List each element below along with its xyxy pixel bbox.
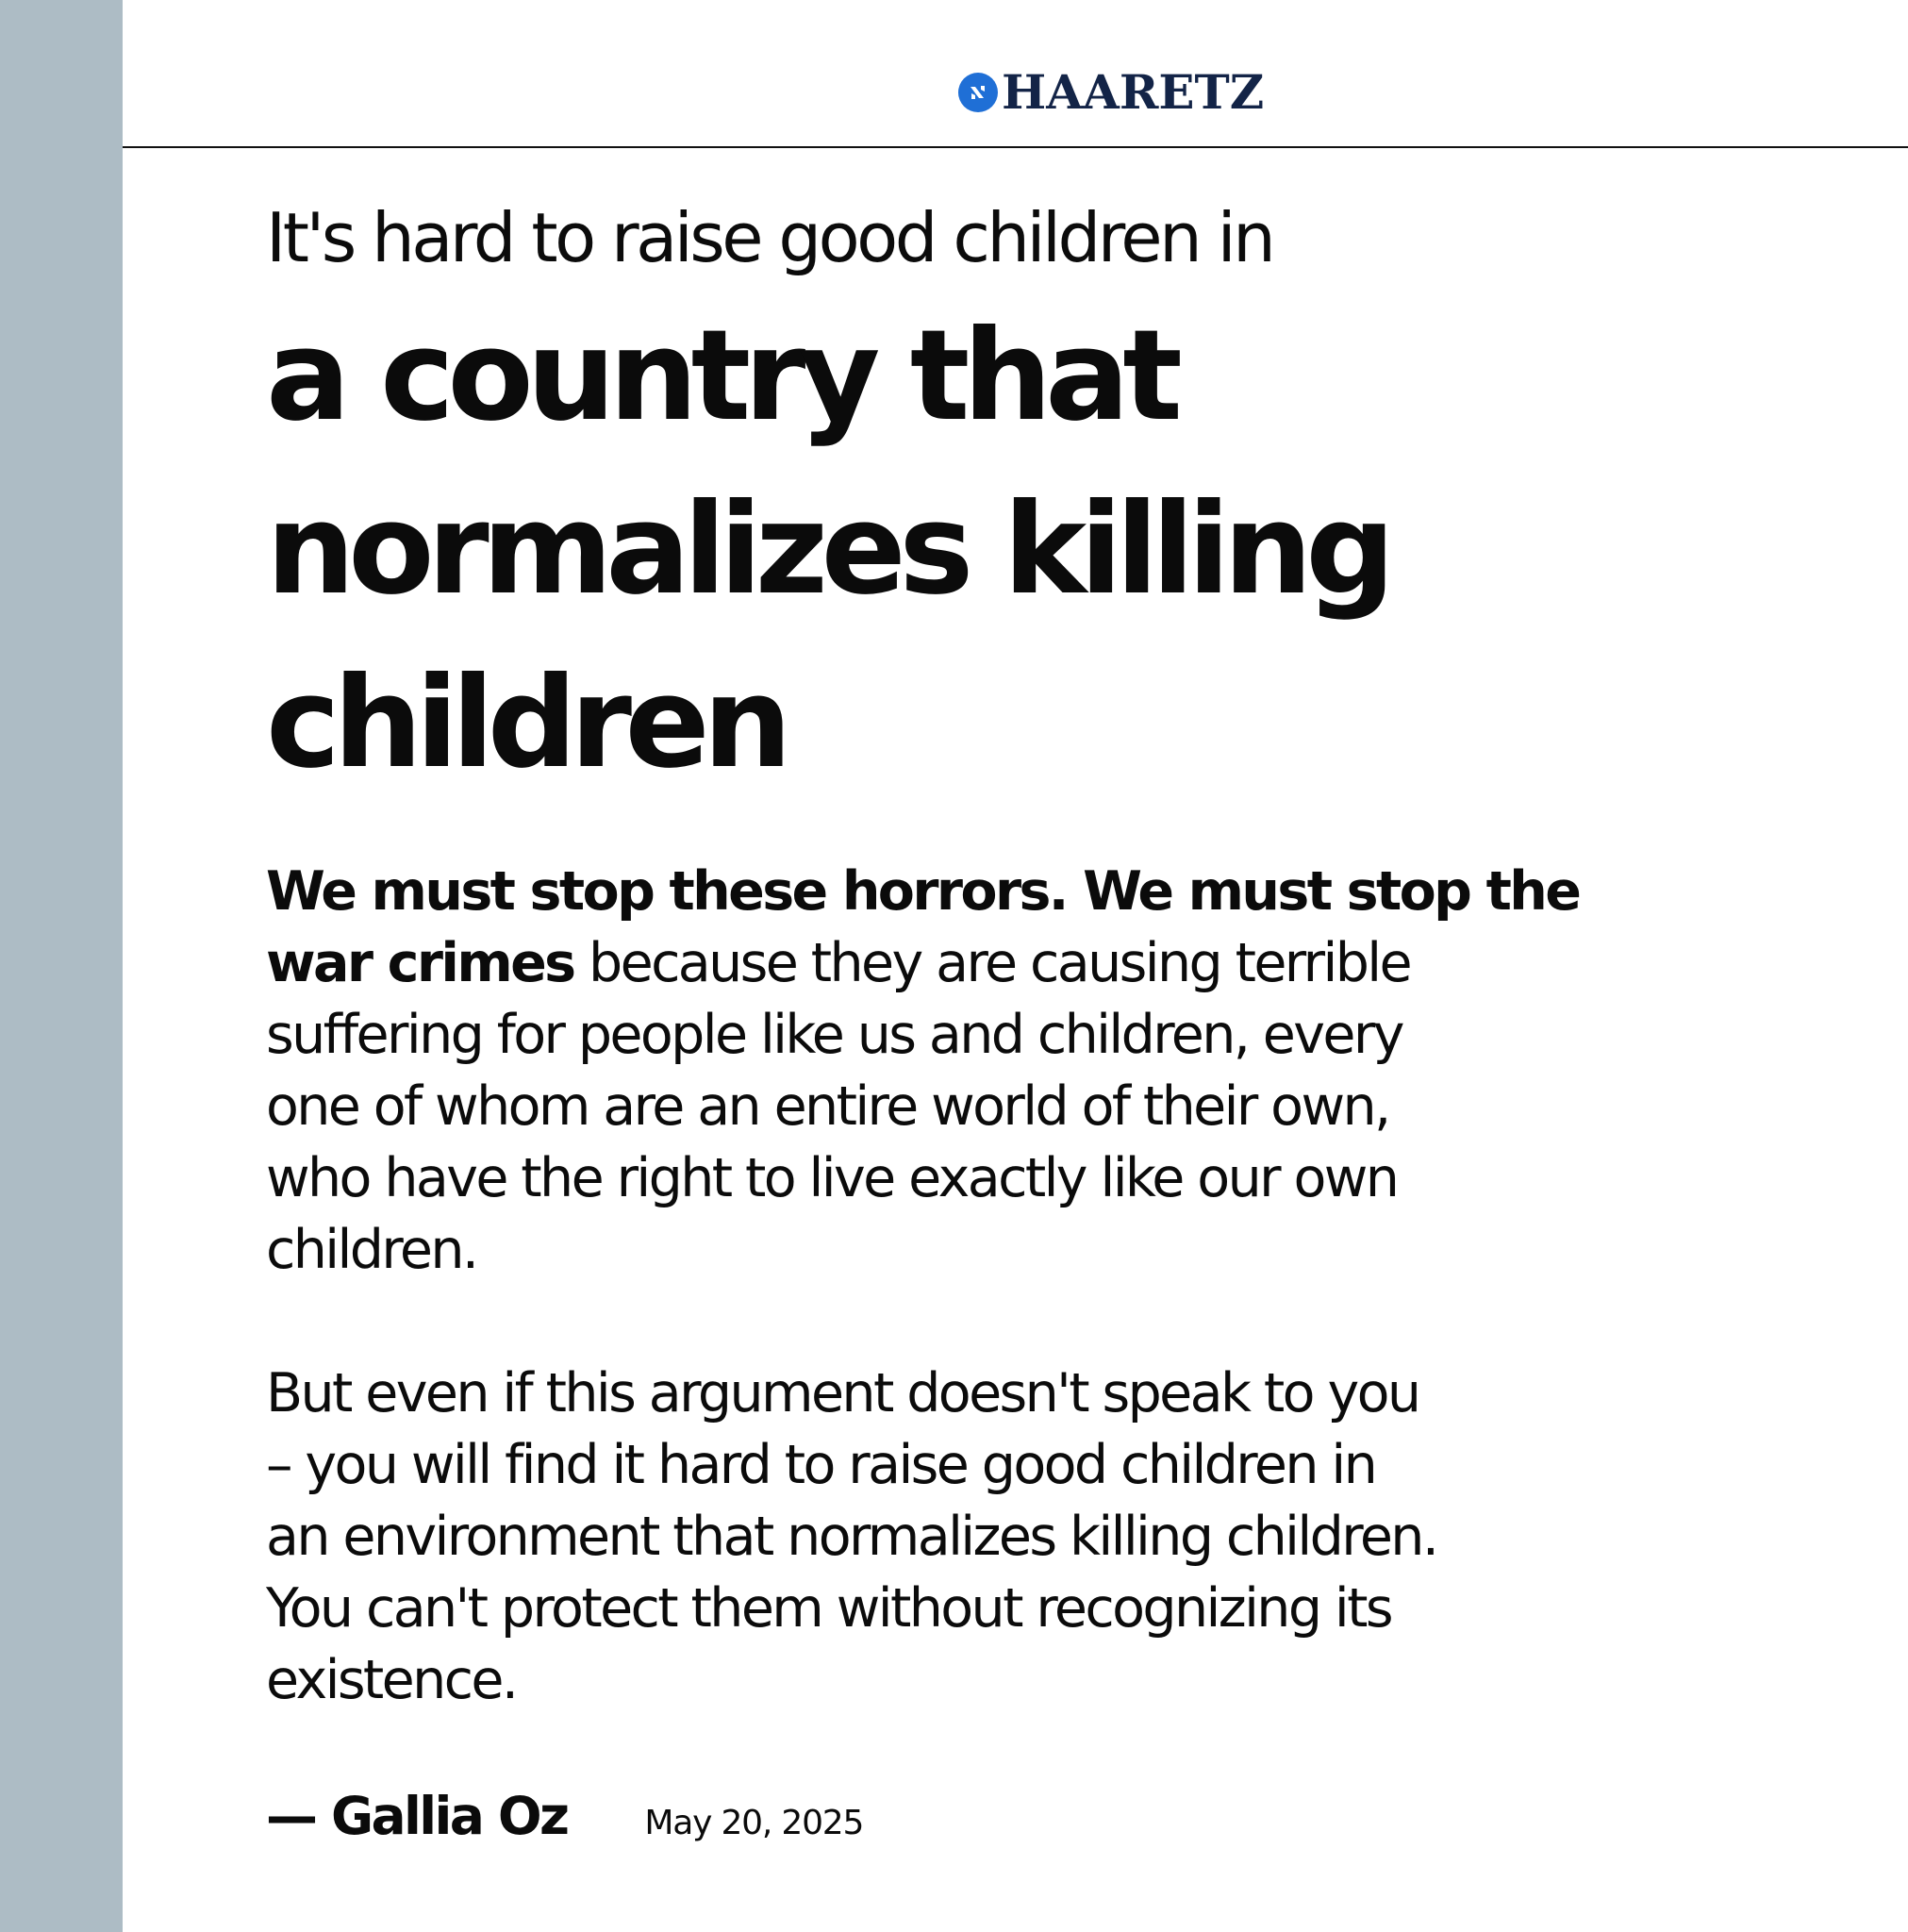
paragraph [266, 1357, 1850, 1716]
body-text: one of whom are an entire world of their own, [266, 1075, 1389, 1138]
body-text: children. [266, 1219, 477, 1281]
haaretz-logo-icon [958, 73, 998, 112]
article-kicker: It's hard to raise good children in [266, 198, 1273, 277]
article-body [266, 856, 1850, 1716]
article [266, 193, 1850, 1846]
body-text: You can't protect them without recognizing its [266, 1577, 1392, 1640]
body-text: – you will find it hard to raise good children in [266, 1434, 1376, 1496]
publish-date: May 20, 2025 [644, 1804, 864, 1842]
side-bar [0, 0, 123, 1932]
logo-text: HAARETZ [1002, 64, 1265, 120]
body-text: existence. [266, 1649, 517, 1711]
body-text: who have the right to live exactly like our own [266, 1147, 1398, 1209]
body-text: an environment that normalizes killing children. [266, 1506, 1437, 1568]
article-headline [266, 290, 1850, 810]
body-text: suffering for people like us and children, every [266, 1004, 1402, 1066]
emphasis-text: war crimes [266, 932, 574, 994]
body-text: because they are causing terrible [573, 932, 1411, 994]
paragraph [266, 856, 1850, 1286]
headline-line: normalizes killing [266, 477, 1388, 623]
author-name[interactable]: — Gallia Oz [266, 1786, 568, 1846]
byline [266, 1786, 1850, 1846]
masthead [123, 0, 1908, 148]
body-text: But even if this argument doesn't speak to you [266, 1362, 1419, 1424]
emphasis-text: We must stop these horrors. We must stop the [266, 860, 1580, 923]
headline-line: a country that [266, 304, 1176, 449]
headline-line: children [266, 651, 786, 796]
haaretz-logo[interactable] [958, 64, 1265, 120]
